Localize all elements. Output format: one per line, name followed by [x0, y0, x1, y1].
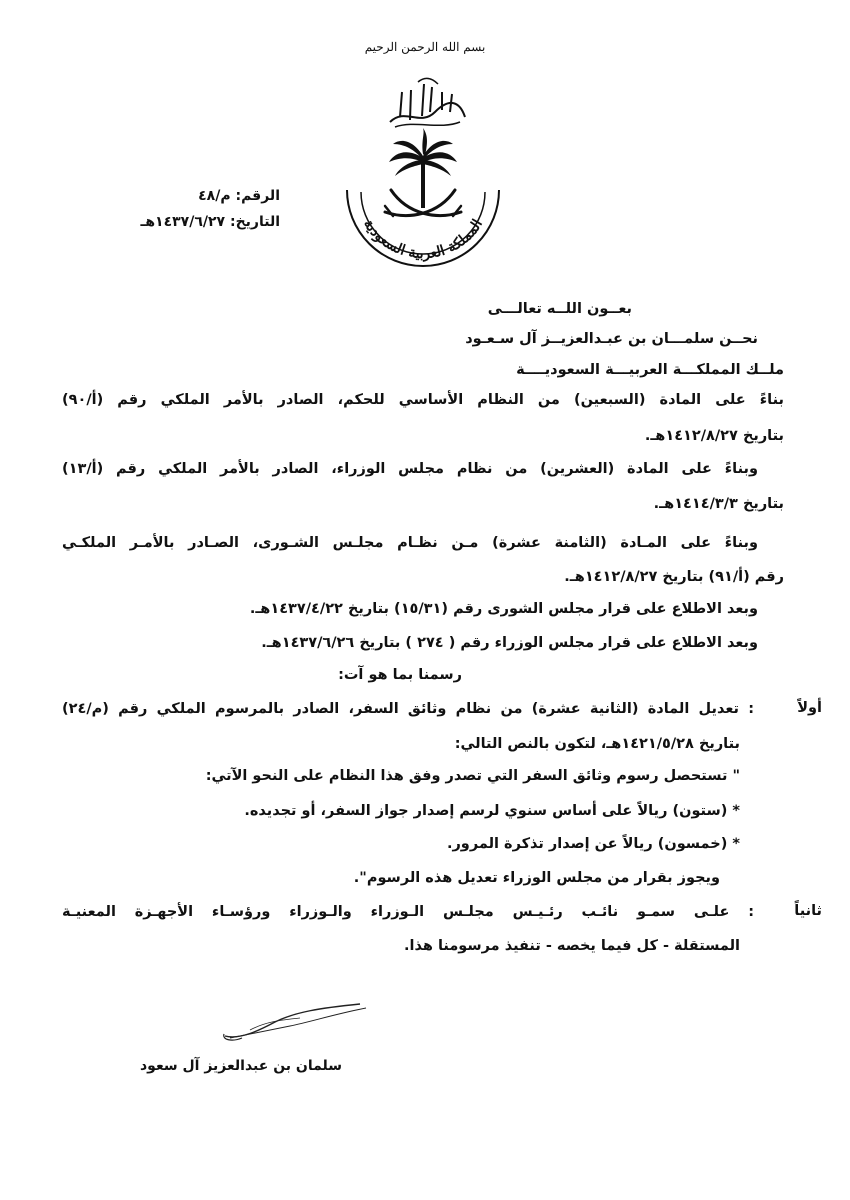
preamble-3-line-2: رقم (أ/٩١) بتاريخ ١٤١٢/٨/٢٧هـ. — [564, 569, 784, 585]
article-first-marker: أولاً — [797, 700, 822, 716]
decree-date: التاريخ: ١٤٣٧/٦/٢٧هـ — [140, 214, 280, 230]
article-first-item-1: * (ستون) ريالاً على أساس سنوي لرسم إصدار جواز السفر، أو تجديده. — [244, 803, 740, 819]
article-first-line-2: بتاريخ ١٤٢١/٥/٢٨هـ، لتكون بالنص التالي: — [454, 736, 740, 752]
saudi-emblem-seal — [333, 120, 513, 280]
handwritten-signature — [220, 1000, 370, 1045]
preamble-1-line-1: بناءً على المادة (السبعين) من النظام الأساسي للحكم، الصادر بالأمر الملكي رقم (أ/٩٠) — [62, 392, 784, 408]
reference-number: الرقم: م/٤٨ — [198, 188, 280, 204]
article-second-marker: ثانياً — [794, 903, 822, 919]
preamble-2-line-1: وبناءً على المادة (العشرين) من نظام مجلس الوزراء، الصادر بالأمر الملكي رقم (أ/١٣) — [62, 461, 758, 477]
palm-tree-icon — [389, 128, 457, 208]
reference-block — [140, 183, 280, 235]
preamble-1-line-2: بتاريخ ١٤١٢/٨/٢٧هـ. — [644, 428, 784, 444]
article-first-line-1: : تعديل المادة (الثانية عشرة) من نظام وثائق السفر، الصادر بالمرسوم الملكي رقم (م/٢٤) — [62, 701, 754, 717]
article-first-item-2: * (خمسون) ريالاً عن إصدار تذكرة المرور. — [446, 836, 740, 852]
seal-text: المملكة العربية السعودية — [360, 216, 486, 263]
article-second-line-2: المستقلة - كل فيما يخصه - تنفيذ مرسومنا هذا. — [404, 938, 740, 954]
decree-intro: رسمنا بما هو آت: — [338, 667, 462, 683]
king-name: نحــن سلمـــان بن عبـدالعزيــز آل سـعـود — [465, 331, 758, 347]
preamble-5: وبعد الاطلاع على قرار مجلس الوزراء رقم ( ٢٧٤ ) بتاريخ ١٤٣٧/٦/٢٦هـ. — [261, 635, 758, 651]
article-first-quote: " تستحصل رسوم وثائق السفر التي تصدر وفق هذا النظام على النحو الآتي: — [205, 768, 740, 784]
article-second-line-1: : علـى سمـو نائـب رئـيـس مجلـس الـوزراء والـوزراء ورؤسـاء الأجهـزة المعنيـة — [62, 904, 754, 920]
preamble-3-line-1: وبناءً على المـادة (الثامنة عشرة) مـن نظـام مجلـس الشـورى، الصـادر بالأمـر الملكـي — [62, 535, 758, 551]
basmala: بسم الله الرحمن الرحيم — [364, 40, 486, 54]
preamble-4: وبعد الاطلاع على قرار مجلس الشورى رقم (١٥/٣١) بتاريخ ١٤٣٧/٤/٢٢هـ. — [249, 601, 758, 617]
king-title: ملــك المملكـــة العربيـــة السعوديــــة — [516, 362, 784, 378]
signer-name: سلمان بن عبدالعزيز آل سعود — [140, 1058, 343, 1074]
preamble-2-line-2: بتاريخ ١٤١٤/٣/٣هـ. — [653, 496, 784, 512]
article-first-quote-end: ويجوز بقرار من مجلس الوزراء تعديل هذه الرسوم". — [353, 870, 720, 886]
invocation: بعــون اللــه تعالـــى — [487, 301, 632, 317]
